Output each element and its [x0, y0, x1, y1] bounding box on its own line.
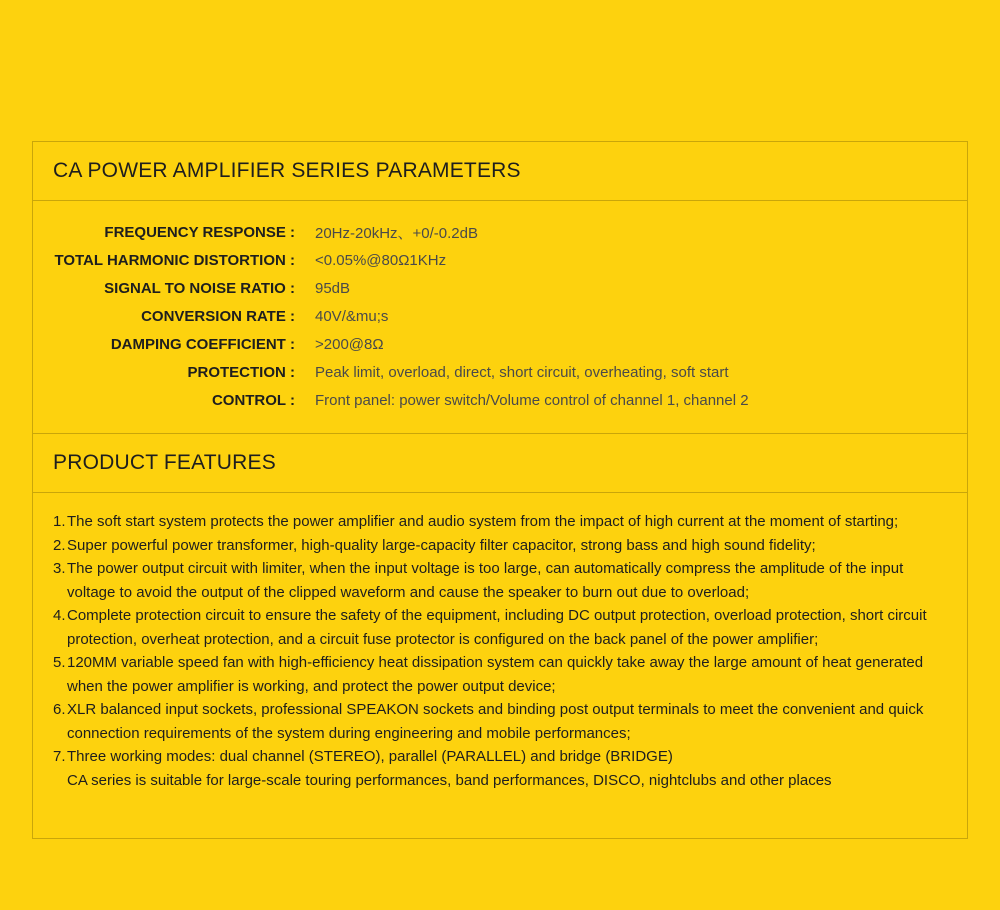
feature-number: 7.	[53, 748, 66, 765]
feature-text: Complete protection circuit to ensure the safety of the equipment, including DC output protection, overload protection, short circuit protection, overheat protection, and a circuit fuse protector is configured on the back panel of the power amplifier;	[67, 607, 927, 648]
param-value: >200@8Ω	[315, 335, 384, 353]
feature-text: Three working modes: dual channel (STEREO), parallel (PARALLEL) and bridge (BRIDGE)	[67, 748, 673, 765]
feature-number: 1.	[53, 513, 66, 530]
feature-item	[53, 651, 953, 698]
feature-text: Super powerful power transformer, high-quality large-capacity filter capacitor, strong bass and high sound fidelity;	[67, 536, 816, 554]
parameters-title: CA POWER AMPLIFIER SERIES PARAMETERS	[33, 142, 967, 201]
feature-number: 3.	[53, 560, 66, 577]
feature-number: 5.	[53, 654, 66, 671]
feature-number: 4.	[53, 607, 66, 624]
feature-text: The soft start system protects the power amplifier and audio system from the impact of high current at the moment of starting;	[67, 513, 899, 530]
feature-number: 6.	[53, 701, 66, 718]
feature-summary	[53, 769, 953, 793]
param-row	[33, 330, 967, 358]
feature-item	[53, 510, 953, 534]
param-row	[33, 386, 967, 414]
param-value: 95dB	[315, 279, 351, 297]
param-row	[33, 302, 967, 330]
param-label: SIGNAL TO NOISE RATIO :	[104, 279, 295, 297]
feature-number: 2.	[53, 536, 66, 554]
param-value: 40V/&mu;s	[315, 307, 389, 325]
param-row	[33, 218, 967, 246]
param-label: DAMPING COEFFICIENT :	[110, 335, 295, 353]
param-value: <0.05%@80Ω1KHz	[315, 251, 447, 269]
param-label: CONTROL :	[211, 391, 295, 409]
parameters-table	[33, 201, 967, 434]
param-row	[33, 274, 967, 302]
features-title: PRODUCT FEATURES	[33, 434, 967, 493]
param-label: FREQUENCY RESPONSE :	[104, 223, 295, 241]
param-label: TOTAL HARMONIC DISTORTION :	[54, 251, 295, 269]
feature-item	[53, 534, 953, 558]
feature-item	[53, 745, 953, 769]
feature-item	[53, 557, 953, 604]
feature-number	[53, 769, 67, 793]
feature-text: The power output circuit with limiter, when the input voltage is too large, can automatically compress the amplitude of the input voltage to avoid the output of the clipped waveform and cause the speaker to burn out due to overload;	[67, 560, 904, 601]
param-row	[33, 358, 967, 386]
param-row	[33, 246, 967, 274]
feature-text: 120MM variable speed fan with high-efficiency heat dissipation system can quickly take away the large amount of heat generated when the power amplifier is working, and protect the power output device;	[67, 654, 924, 695]
feature-text: CA series is suitable for large-scale touring performances, band performances, DISCO, nightclubs and other places	[67, 771, 832, 789]
features-list	[33, 493, 967, 792]
spec-panel	[32, 141, 968, 839]
feature-text: XLR balanced input sockets, professional SPEAKON sockets and binding post output terminals to meet the convenient and quick connection requirements of the system during engineering and mobile performances;	[67, 701, 924, 742]
param-value: 20Hz-20kHz、+0/-0.2dB	[315, 224, 478, 242]
feature-item	[53, 698, 953, 745]
param-value: Front panel: power switch/Volume control of channel 1, channel 2	[315, 391, 749, 409]
param-value: Peak limit, overload, direct, short circuit, overheating, soft start	[315, 363, 729, 381]
param-label: PROTECTION :	[187, 363, 295, 381]
param-label: CONVERSION RATE :	[141, 307, 295, 325]
feature-item	[53, 604, 953, 651]
